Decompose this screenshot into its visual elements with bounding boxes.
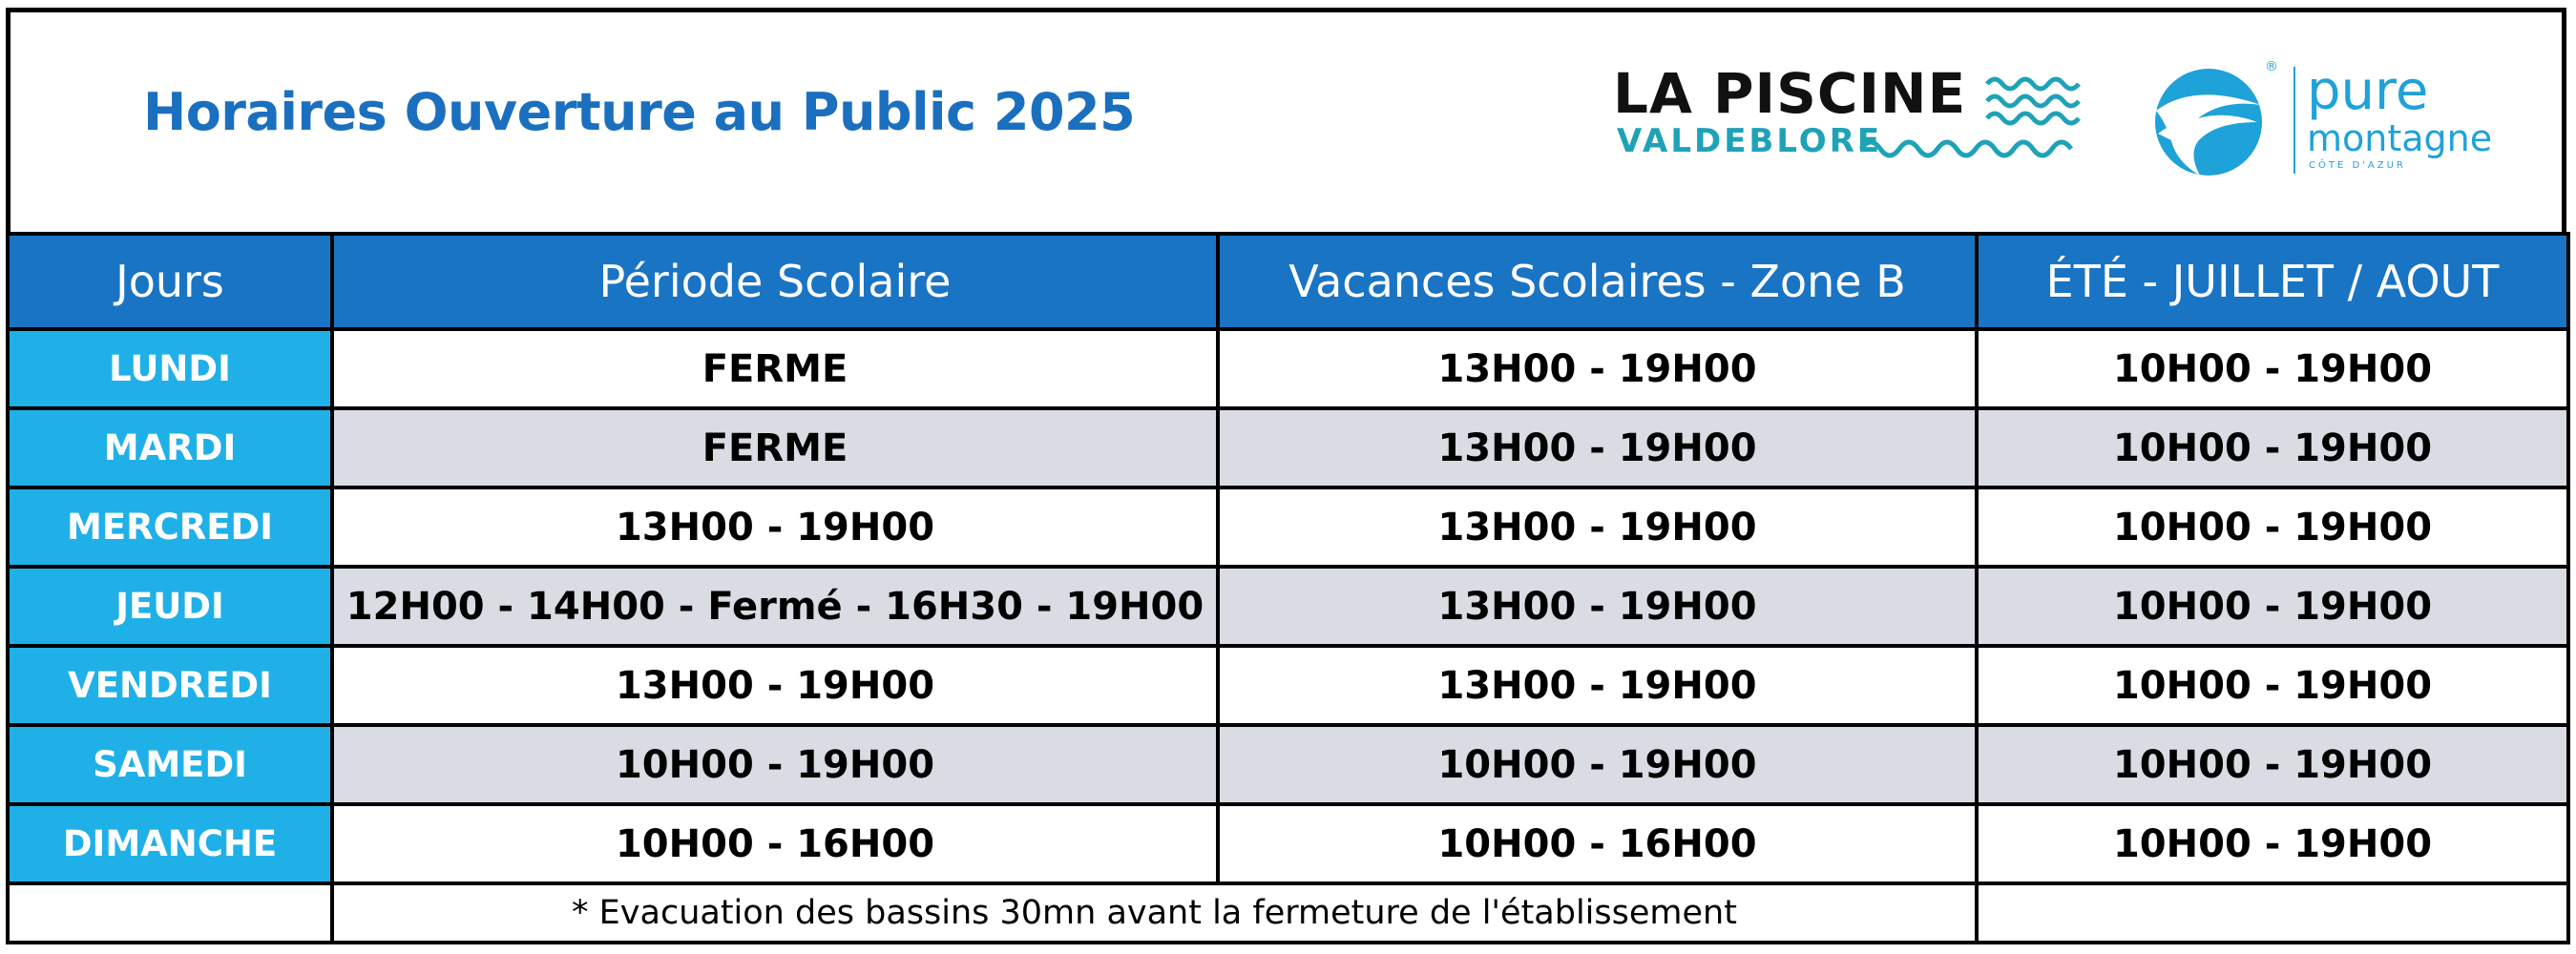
vacances-cell: 10H00 - 16H00 <box>1218 804 1977 883</box>
piscine-valdeblore-logo <box>1613 61 2081 170</box>
mountain-wave-icon <box>2152 67 2265 177</box>
logo-pure-line1: pure <box>2307 60 2429 122</box>
vacances-cell: 13H00 - 19H00 <box>1218 567 1977 646</box>
waves-underline-icon <box>1859 130 2081 162</box>
table-row <box>8 804 2568 883</box>
header-vacances-scolaires: Vacances Scolaires - Zone B <box>1218 234 1977 329</box>
registered-mark: ® <box>2265 59 2278 74</box>
footnote-row <box>8 883 2568 943</box>
waves-icon <box>1985 71 2081 128</box>
vacances-cell: 13H00 - 19H00 <box>1218 487 1977 567</box>
ete-cell: 10H00 - 19H00 <box>1977 725 2568 804</box>
day-cell: LUNDI <box>8 329 332 408</box>
table-row <box>8 329 2568 408</box>
vacances-cell: 13H00 - 19H00 <box>1218 408 1977 487</box>
logo-pure-line2: montagne <box>2307 117 2493 159</box>
table-row <box>8 567 2568 646</box>
logo-pure-line3: CÔTE D'AZUR <box>2309 160 2406 171</box>
table-row <box>8 487 2568 567</box>
header-jours: Jours <box>8 234 332 329</box>
scolaire-cell: 10H00 - 16H00 <box>332 804 1218 883</box>
table-row <box>8 646 2568 725</box>
table-row <box>8 725 2568 804</box>
vacances-cell: 10H00 - 19H00 <box>1218 725 1977 804</box>
scolaire-cell: 13H00 - 19H00 <box>332 646 1218 725</box>
day-cell: MERCREDI <box>8 487 332 567</box>
logo-piscine-line1: LA PISCINE <box>1613 61 1967 126</box>
day-cell: MARDI <box>8 408 332 487</box>
day-cell: JEUDI <box>8 567 332 646</box>
ete-cell: 10H00 - 19H00 <box>1977 487 2568 567</box>
day-cell: VENDREDI <box>8 646 332 725</box>
ete-cell: 10H00 - 19H00 <box>1977 408 2568 487</box>
scolaire-cell: 12H00 - 14H00 - Fermé - 16H30 - 19H00 <box>332 567 1218 646</box>
vacances-cell: 13H00 - 19H00 <box>1218 329 1977 408</box>
footnote-empty-cell <box>8 883 332 943</box>
day-cell: SAMEDI <box>8 725 332 804</box>
logo-divider <box>2293 67 2295 174</box>
ete-cell: 10H00 - 19H00 <box>1977 646 2568 725</box>
pure-montagne-logo <box>2152 59 2515 183</box>
footnote-text: * Evacuation des bassins 30mn avant la fermeture de l'établissement <box>332 883 1977 943</box>
scolaire-cell: 10H00 - 19H00 <box>332 725 1218 804</box>
vacances-cell: 13H00 - 19H00 <box>1218 646 1977 725</box>
logo-piscine-line2: VALDEBLORE <box>1617 122 1883 160</box>
schedule-table <box>6 232 2570 944</box>
ete-cell: 10H00 - 19H00 <box>1977 804 2568 883</box>
footnote-empty-cell <box>1977 883 2568 943</box>
page-title: Horaires Ouverture au Public 2025 <box>143 82 1136 142</box>
header-periode-scolaire: Période Scolaire <box>332 234 1218 329</box>
day-cell: DIMANCHE <box>8 804 332 883</box>
table-header-row <box>8 234 2568 329</box>
ete-cell: 10H00 - 19H00 <box>1977 329 2568 408</box>
scolaire-cell: FERME <box>332 329 1218 408</box>
scolaire-cell: 13H00 - 19H00 <box>332 487 1218 567</box>
scolaire-cell: FERME <box>332 408 1218 487</box>
table-row <box>8 408 2568 487</box>
ete-cell: 10H00 - 19H00 <box>1977 567 2568 646</box>
header-ete: ÉTÉ - JUILLET / AOUT <box>1977 234 2568 329</box>
